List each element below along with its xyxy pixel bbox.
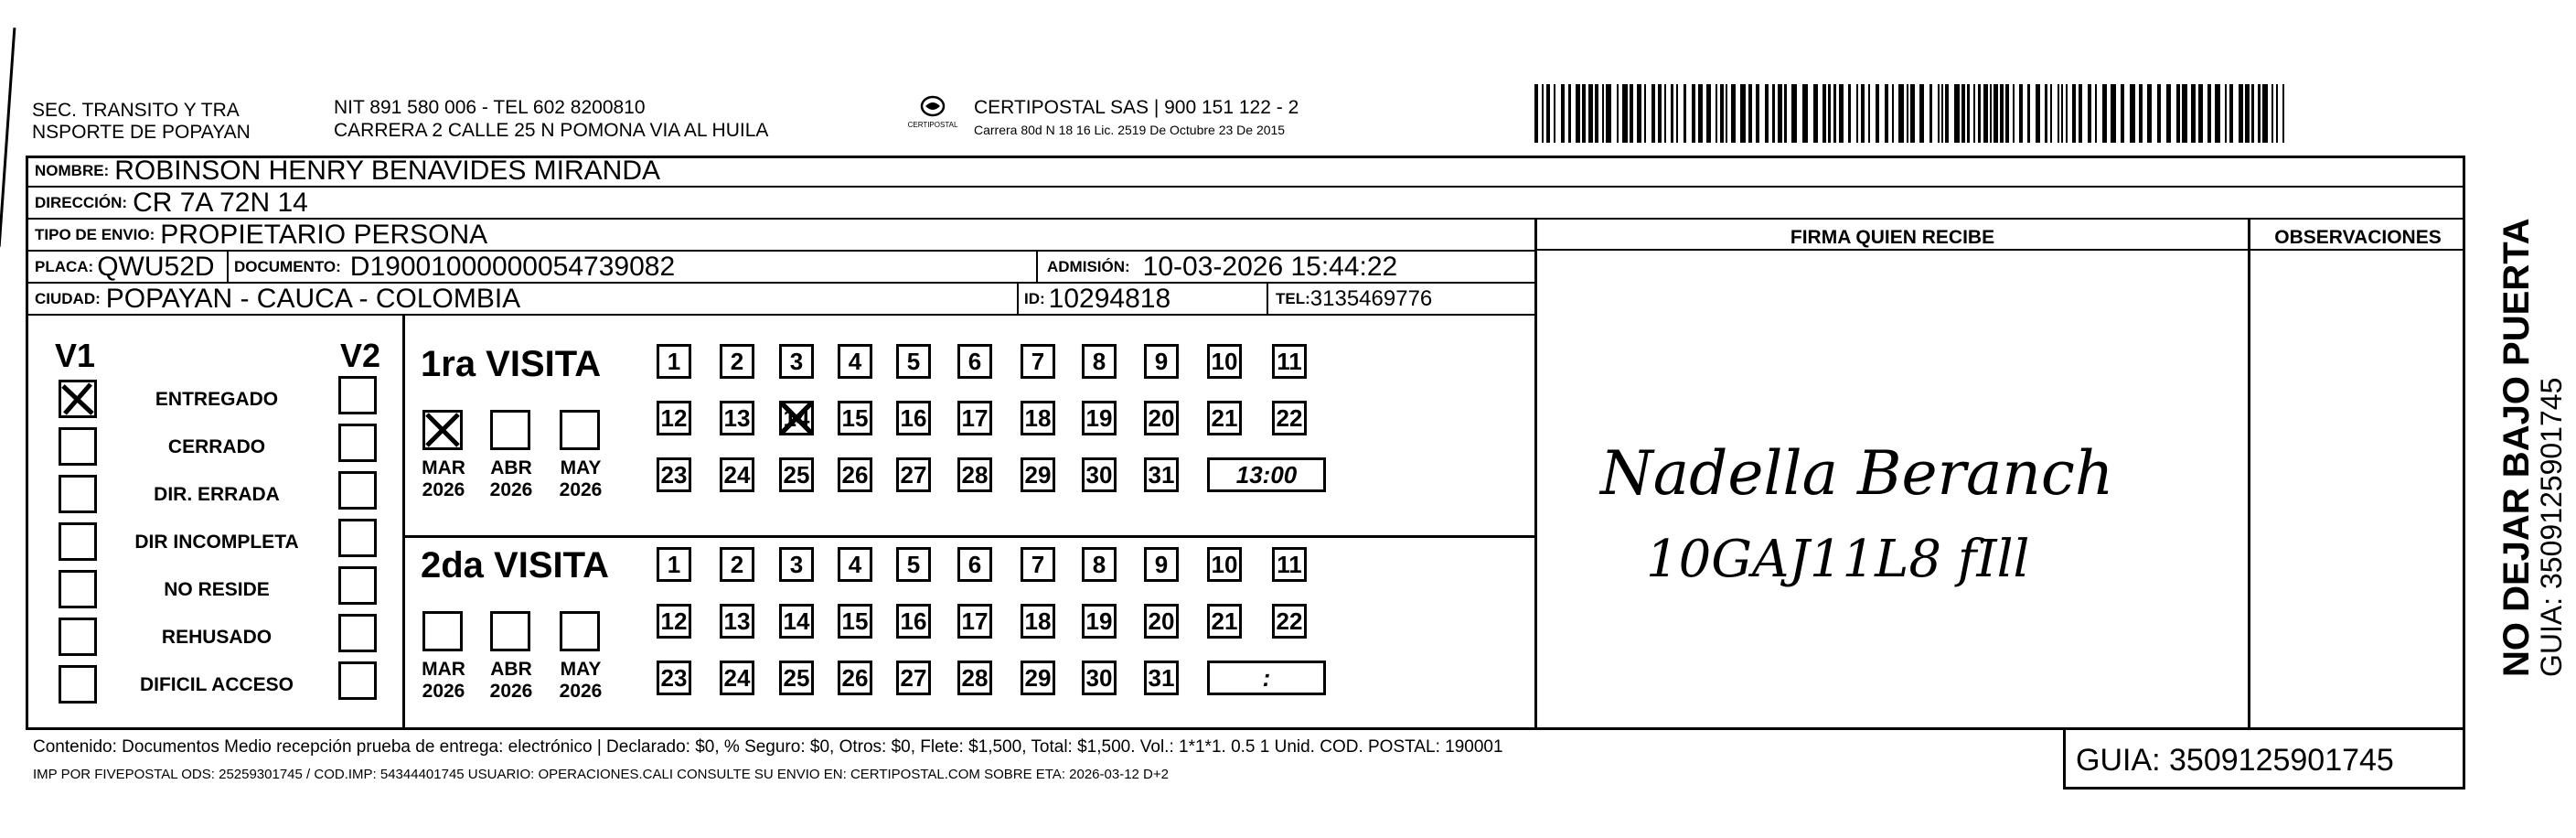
first-visit-day-box[interactable]: 22	[1272, 401, 1307, 435]
second-visit-day-box[interactable]: 8	[1082, 547, 1117, 582]
check-x-icon	[425, 413, 460, 447]
second-visit-day-box[interactable]: 28	[957, 661, 992, 695]
v2-label: V2	[340, 337, 381, 374]
first-visit-month-label: ABR 2026	[489, 457, 533, 500]
second-visit-month-label: ABR 2026	[489, 659, 533, 702]
first-visit-day-box[interactable]: 14	[779, 401, 814, 435]
status-label: ENTREGADO	[155, 389, 279, 410]
second-visit-month-checkbox[interactable]	[490, 611, 530, 651]
first-visit-day-box[interactable]: 26	[838, 457, 872, 492]
first-visit-month-label: MAR 2026	[422, 457, 465, 500]
first-visit-day-box[interactable]: 1	[657, 344, 691, 379]
company-line: CERTIPOSTAL SAS | 900 151 122 - 2	[974, 97, 1299, 118]
status-label: CERRADO	[167, 436, 266, 457]
signature-line-2: 10GAJ11L8 fIll	[1646, 530, 2030, 589]
second-visit-day-box[interactable]: 3	[779, 547, 814, 582]
second-visit-day-box[interactable]: 31	[1144, 661, 1179, 695]
first-visit-day-box[interactable]: 29	[1021, 457, 1055, 492]
firma-header: FIRMA QUIEN RECIBE	[1790, 227, 1995, 248]
certipostal-logo	[901, 90, 965, 135]
status-v1-checkbox[interactable]	[59, 475, 97, 513]
sender-line-1: SEC. TRANSITO Y TRA	[32, 100, 240, 121]
first-visit-title: 1ra VISITA	[421, 344, 602, 384]
id-value: 10294818	[1048, 283, 1171, 314]
status-label: REHUSADO	[161, 627, 273, 648]
first-visit-day-box[interactable]: 2	[720, 344, 754, 379]
left-edge-mark	[0, 27, 16, 247]
second-visit-day-box[interactable]: 23	[657, 661, 691, 695]
status-label: DIFICIL ACCESO	[139, 674, 294, 695]
placa-row	[27, 252, 1534, 284]
first-visit-day-box[interactable]: 15	[838, 401, 872, 435]
first-visit-day-box[interactable]: 10	[1207, 344, 1242, 379]
second-visit-day-box[interactable]: 6	[957, 547, 992, 582]
status-v1-checkbox[interactable]	[59, 618, 97, 656]
footer-line-1: Contenido: Documentos Medio recepción prueba de entrega: electrónico | Declarado: $0, % Seguro: $0, Otros: $0, Flete: $1,500, Total: $1,500. Vol.: 1*1*1. 0.5 1 Unid. COD. POSTAL: 190001	[33, 737, 1503, 757]
address-line: CARRERA 2 CALLE 25 N POMONA VIA AL HUILA	[334, 120, 769, 141]
first-visit-day-box[interactable]: 30	[1082, 457, 1117, 492]
placa-value: QWU52D	[97, 251, 215, 282]
second-visit-title: 2da VISITA	[421, 545, 609, 586]
status-v2-checkbox[interactable]	[338, 424, 377, 462]
second-visit-day-box[interactable]: 2	[720, 547, 754, 582]
second-visit-day-box[interactable]: 10	[1207, 547, 1242, 582]
logo-text: CERTIPOSTAL	[907, 121, 958, 129]
status-v1-checkbox[interactable]	[59, 665, 97, 704]
status-v1-checkbox[interactable]	[59, 522, 97, 561]
nombre-row	[27, 156, 2465, 188]
status-label: NO RESIDE	[164, 579, 270, 600]
observaciones-header: OBSERVACIONES	[2274, 227, 2442, 248]
first-visit-day-box[interactable]: 31	[1144, 457, 1179, 492]
status-v2-checkbox[interactable]	[338, 661, 377, 700]
side-warning: NO DEJAR BAJO PUERTA	[2496, 218, 2537, 677]
tel-value: 3135469776	[1309, 285, 1433, 311]
visit-mid-divider	[402, 535, 1536, 538]
second-visit-month-checkbox[interactable]	[422, 611, 463, 651]
first-visit-time-box[interactable]: 13:00	[1207, 457, 1326, 492]
second-visit-day-box[interactable]: 1	[657, 547, 691, 582]
admision-value: 10-03-2026 15:44:22	[1142, 251, 1398, 282]
first-visit-day-box[interactable]: 18	[1021, 401, 1055, 435]
second-visit-day-box[interactable]: 18	[1021, 604, 1055, 639]
documento-value: D19001000000054739082	[349, 251, 676, 282]
status-v1-checkbox[interactable]	[59, 427, 97, 466]
direccion-value: CR 7A 72N 14	[133, 187, 308, 218]
first-visit-day-box[interactable]: 28	[957, 457, 992, 492]
ciudad-value: POPAYAN - CAUCA - COLOMBIA	[105, 283, 521, 314]
second-visit-day-box[interactable]: 25	[779, 661, 814, 695]
second-visit-day-box[interactable]: 19	[1082, 604, 1117, 639]
check-x-icon	[61, 382, 94, 415]
first-visit-day-box[interactable]: 9	[1144, 344, 1179, 379]
second-visit-day-box[interactable]: 7	[1021, 547, 1055, 582]
direccion-label: DIRECCIÓN:	[35, 193, 128, 211]
nit-line: NIT 891 580 006 - TEL 602 8200810	[334, 97, 646, 118]
handwritten-signature	[1591, 430, 2213, 613]
tipo-envio-label: TIPO DE ENVIO:	[35, 225, 155, 243]
second-visit-month-label: MAR 2026	[422, 659, 465, 702]
first-visit-day-box[interactable]: 19	[1082, 401, 1117, 435]
status-v2-checkbox[interactable]	[338, 519, 377, 557]
first-visit-day-box[interactable]: 25	[779, 457, 814, 492]
status-v2-checkbox[interactable]	[338, 376, 377, 414]
direccion-row	[27, 188, 2465, 220]
second-visit-day-box[interactable]: 26	[838, 661, 872, 695]
nombre-label: NOMBRE:	[35, 161, 110, 179]
second-visit-day-box[interactable]: 20	[1144, 604, 1179, 639]
second-visit-day-box[interactable]: 12	[657, 604, 691, 639]
footer-line-2: IMP POR FIVEPOSTAL ODS: 25259301745 / COD.IMP: 54344401745 USUARIO: OPERACIONES.CALI CONSULTE SU ENVIO EN: CERTIPOSTAL.COM SOBRE ETA: 2026-03-12 D+2	[33, 767, 1169, 782]
placa-label: PLACA:	[35, 257, 94, 275]
first-visit-day-box[interactable]: 5	[896, 344, 931, 379]
second-visit-day-box[interactable]: 21	[1207, 604, 1242, 639]
second-visit-month-label: MAY 2026	[559, 659, 603, 702]
signature-line-1: Nadella Beranch	[1600, 438, 2114, 509]
side-guia: GUIA: 3509125901745	[2535, 377, 2568, 677]
admision-label: ADMISIÓN:	[1047, 257, 1130, 275]
first-visit-day-box[interactable]: 12	[657, 401, 691, 435]
first-visit-month-checkbox[interactable]	[560, 410, 600, 450]
second-visit-day-box[interactable]: 5	[896, 547, 931, 582]
first-visit-day-box[interactable]: 24	[720, 457, 754, 492]
ciudad-label: CIUDAD:	[35, 289, 101, 307]
second-visit-day-box[interactable]: 11	[1272, 547, 1307, 582]
status-visit-divider	[402, 316, 405, 727]
second-visit-day-box[interactable]: 30	[1082, 661, 1117, 695]
second-visit-day-box[interactable]: 27	[896, 661, 931, 695]
tel-label: TEL:	[1276, 289, 1310, 307]
status-v2-checkbox[interactable]	[338, 614, 377, 652]
first-visit-day-box[interactable]: 21	[1207, 401, 1242, 435]
second-visit-day-box[interactable]: 15	[838, 604, 872, 639]
first-visit-month-label: MAY 2026	[559, 457, 603, 500]
observaciones-divider	[2248, 220, 2250, 727]
status-v2-checkbox[interactable]	[338, 471, 377, 510]
second-visit-day-box[interactable]: 24	[720, 661, 754, 695]
first-visit-day-box[interactable]: 11	[1272, 344, 1307, 379]
first-visit-month-checkbox[interactable]	[490, 410, 530, 450]
nombre-value: ROBINSON HENRY BENAVIDES MIRANDA	[114, 155, 661, 186]
second-visit-day-box[interactable]: 13	[720, 604, 754, 639]
second-visit-day-box[interactable]: 29	[1021, 661, 1055, 695]
tipo-envio-value: PROPIETARIO PERSONA	[160, 219, 488, 250]
status-v1-checkbox[interactable]	[59, 570, 97, 608]
license-line: Carrera 80d N 18 16 Lic. 2519 De Octubre 23 De 2015	[974, 123, 1286, 137]
first-visit-day-box[interactable]: 23	[657, 457, 691, 492]
right-header-line	[1534, 249, 2465, 251]
id-label: ID:	[1024, 289, 1045, 307]
second-visit-day-box[interactable]: 14	[779, 604, 814, 639]
status-label: DIR INCOMPLETA	[134, 532, 299, 553]
first-visit-day-box[interactable]: 20	[1144, 401, 1179, 435]
first-visit-day-box[interactable]: 4	[838, 344, 872, 379]
first-visit-day-box[interactable]: 27	[896, 457, 931, 492]
first-visit-day-box[interactable]: 16	[896, 401, 931, 435]
second-visit-day-box[interactable]: 4	[838, 547, 872, 582]
sender-line-2: NSPORTE DE POPAYAN	[32, 122, 251, 143]
documento-label: DOCUMENTO:	[234, 257, 341, 275]
footer-guia: GUIA: 3509125901745	[2076, 743, 2394, 778]
first-visit-month-checkbox[interactable]	[422, 410, 463, 450]
second-visit-day-box[interactable]: 22	[1272, 604, 1307, 639]
status-v2-checkbox[interactable]	[338, 566, 377, 605]
first-visit-day-box[interactable]: 7	[1021, 344, 1055, 379]
second-visit-day-box[interactable]: 9	[1144, 547, 1179, 582]
v1-label: V1	[55, 337, 96, 374]
second-visit-day-box[interactable]: 17	[957, 604, 992, 639]
first-visit-day-box[interactable]: 17	[957, 401, 992, 435]
first-visit-day-box[interactable]: 13	[720, 401, 754, 435]
first-visit-day-box[interactable]: 8	[1082, 344, 1117, 379]
firma-divider	[1534, 220, 1537, 727]
first-visit-day-box[interactable]: 3	[779, 344, 814, 379]
status-v1-checkbox[interactable]	[59, 380, 97, 418]
tipo-envio-row	[27, 220, 1534, 252]
ciudad-row	[27, 284, 1534, 316]
second-visit-time-box[interactable]: :	[1207, 661, 1326, 695]
first-visit-day-box[interactable]: 6	[957, 344, 992, 379]
barcode	[1534, 84, 2284, 143]
status-label: DIR. ERRADA	[154, 484, 280, 505]
second-visit-month-checkbox[interactable]	[560, 611, 600, 651]
second-visit-day-box[interactable]: 16	[896, 604, 931, 639]
